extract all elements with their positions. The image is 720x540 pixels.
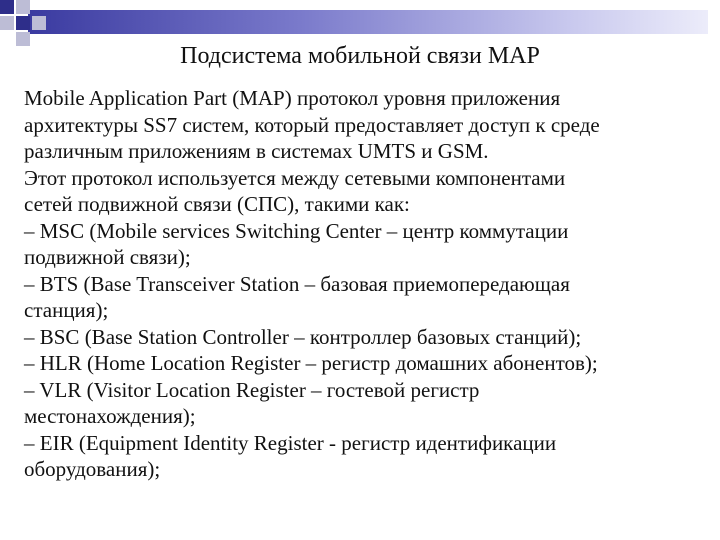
body-line: – EIR (Equipment Identity Register - регистр идентификации <box>24 430 557 455</box>
corner-square-navy <box>16 16 30 30</box>
corner-square-grey <box>0 16 14 30</box>
body-line: различным приложениям в системах UMTS и GSM. <box>24 139 489 163</box>
body-line: – VLR (Visitor Location Register – гостевой регистр <box>24 377 480 402</box>
body-line: – HLR (Home Location Register – регистр домашних абонентов); <box>24 351 598 375</box>
body-line: архитектуры SS7 систем, который предоставляет доступ к среде <box>24 112 600 137</box>
body-line: подвижной связи); <box>24 245 191 269</box>
body-line: сетей подвижной связи (СПС), такими как: <box>24 192 410 216</box>
header-gradient-bar <box>28 10 708 34</box>
body-line: станция); <box>24 298 109 322</box>
body-line: – MSC (Mobile services Switching Center – центр коммутации <box>24 218 569 243</box>
slide-title: Подсистема мобильной связи MAP <box>180 43 540 69</box>
body-line: оборудования); <box>24 457 161 481</box>
body-line: Этот протокол используется между сетевыми компонентами <box>24 165 566 190</box>
corner-square-grey <box>16 0 30 14</box>
body-line: – BSC (Base Station Controller – контроллер базовых станций); <box>24 324 582 349</box>
body-line: местонахождения); <box>24 404 196 428</box>
corner-square-navy <box>0 0 14 14</box>
body-line: Mobile Application Part (MAP) протокол уровня приложения <box>24 86 561 110</box>
corner-square-grey <box>32 16 46 30</box>
body-line: – BTS (Base Transceiver Station – базовая приемопередающая <box>24 271 570 296</box>
slide-body <box>24 85 704 483</box>
